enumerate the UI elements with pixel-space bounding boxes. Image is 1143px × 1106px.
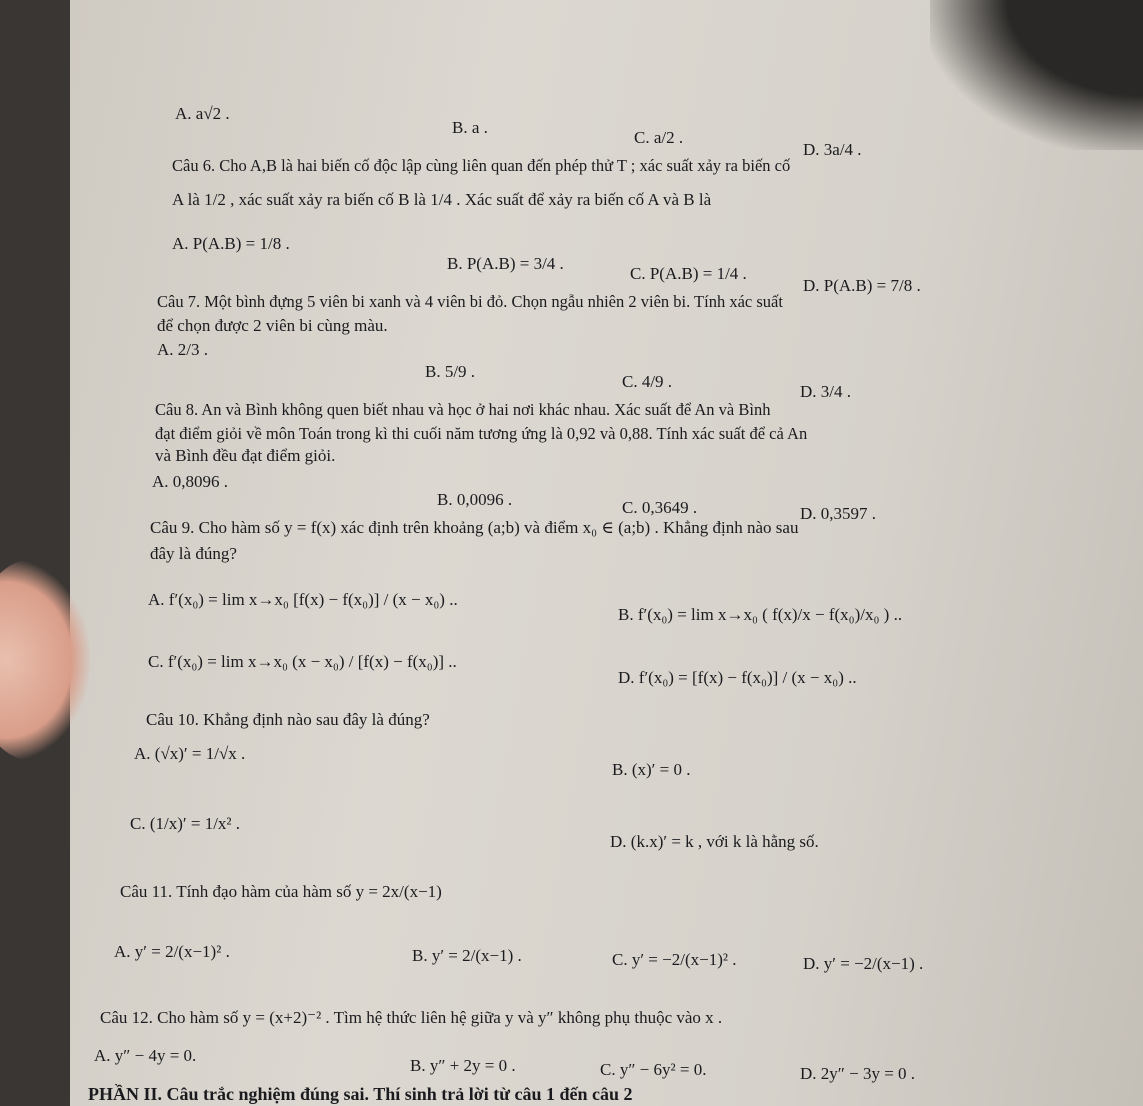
q8-stem-1: Câu 8. An và Bình không quen biết nhau và học ở hai nơi khác nhau. Xác suất để An và Bình bbox=[155, 400, 771, 419]
q6-option-a: A. P(A.B) = 1/8 . bbox=[172, 234, 290, 253]
q8-option-d: D. 0,3597 . bbox=[800, 504, 877, 523]
q12-option-c: C. y″ − 6y² = 0. bbox=[600, 1060, 707, 1079]
part-2-heading: PHẦN II. Câu trắc nghiệm đúng sai. Thí sinh trả lời từ câu 1 đến câu 2 bbox=[88, 1084, 633, 1104]
q8-option-a: A. 0,8096 . bbox=[152, 472, 229, 491]
q10-option-b: B. (x)′ = 0 . bbox=[612, 760, 691, 779]
q6-stem-1: Câu 6. Cho A,B là hai biến cố độc lập cùng liên quan đến phép thử T ; xác suất xảy ra biến cố bbox=[172, 156, 791, 175]
q11-option-b: B. y′ = 2/(x−1) . bbox=[412, 946, 522, 965]
q5-option-d: D. 3a/4 . bbox=[803, 140, 862, 159]
q9-stem-2: đây là đúng? bbox=[150, 544, 237, 563]
shadow bbox=[930, 0, 1143, 150]
q10-option-d: D. (k.x)′ = k , với k là hằng số. bbox=[610, 832, 819, 851]
q9-stem-1: Câu 9. Cho hàm số y = f(x) xác định trên khoảng (a;b) và điểm x₀ ∈ (a;b) . Khẳng định nào sau bbox=[150, 518, 799, 537]
q11-option-c: C. y′ = −2/(x−1)² . bbox=[612, 950, 737, 969]
q6-option-c: C. P(A.B) = 1/4 . bbox=[630, 264, 747, 283]
q8-option-c: C. 0,3649 . bbox=[622, 498, 698, 517]
q10-option-c: C. (1/x)′ = 1/x² . bbox=[130, 814, 241, 833]
q10-stem: Câu 10. Khẳng định nào sau đây là đúng? bbox=[146, 710, 430, 729]
q9-option-d: D. f′(x₀) = [f(x) − f(x₀)] / (x − x₀) .. bbox=[618, 668, 857, 687]
q5-option-a: A. a√2 . bbox=[175, 104, 230, 123]
q8-option-b: B. 0,0096 . bbox=[437, 490, 513, 509]
q7-stem-2: để chọn được 2 viên bi cùng màu. bbox=[157, 316, 388, 335]
q9-option-b: B. f′(x₀) = lim x→x₀ ( f(x)/x − f(x₀)/x₀ ) .. bbox=[618, 605, 903, 624]
q9-option-a: A. f′(x₀) = lim x→x₀ [f(x) − f(x₀)] / (x − x₀) .. bbox=[148, 590, 458, 609]
q11-option-d: D. y′ = −2/(x−1) . bbox=[803, 954, 924, 973]
q6-option-b: B. P(A.B) = 3/4 . bbox=[447, 254, 564, 273]
q8-stem-3: và Bình đều đạt điểm giỏi. bbox=[155, 446, 336, 465]
q12-stem: Câu 12. Cho hàm số y = (x+2)⁻² . Tìm hệ thức liên hệ giữa y và y″ không phụ thuộc vào x . bbox=[100, 1008, 723, 1027]
q8-stem-2: đạt điểm giỏi về môn Toán trong kì thi cuối năm tương ứng là 0,92 và 0,88. Tính xác suất để cả An bbox=[155, 424, 808, 443]
q9-option-c: C. f′(x₀) = lim x→x₀ (x − x₀) / [f(x) − f(x₀)] .. bbox=[148, 652, 457, 671]
q12-option-a: A. y″ − 4y = 0. bbox=[94, 1046, 197, 1065]
q6-stem-2: A là 1/2 , xác suất xảy ra biến cố B là 1/4 . Xác suất để xảy ra biến cố A và B là bbox=[172, 190, 712, 209]
q7-option-d: D. 3/4 . bbox=[800, 382, 851, 401]
q12-option-b: B. y″ + 2y = 0 . bbox=[410, 1056, 516, 1075]
q5-option-c: C. a/2 . bbox=[634, 128, 684, 147]
q7-option-c: C. 4/9 . bbox=[622, 372, 673, 391]
q12-option-d: D. 2y″ − 3y = 0 . bbox=[800, 1064, 916, 1083]
q7-option-a: A. 2/3 . bbox=[157, 340, 208, 359]
q5-option-b: B. a . bbox=[452, 118, 488, 137]
q10-option-a: A. (√x)′ = 1/√x . bbox=[134, 744, 246, 763]
q7-stem-1: Câu 7. Một bình đựng 5 viên bi xanh và 4 viên bi đỏ. Chọn ngẫu nhiên 2 viên bi. Tính xác suất bbox=[157, 292, 783, 311]
q11-stem: Câu 11. Tính đạo hàm của hàm số y = 2x/(x−1) bbox=[120, 882, 442, 901]
q7-option-b: B. 5/9 . bbox=[425, 362, 476, 381]
q6-option-d: D. P(A.B) = 7/8 . bbox=[803, 276, 921, 295]
q11-option-a: A. y′ = 2/(x−1)² . bbox=[114, 942, 230, 961]
